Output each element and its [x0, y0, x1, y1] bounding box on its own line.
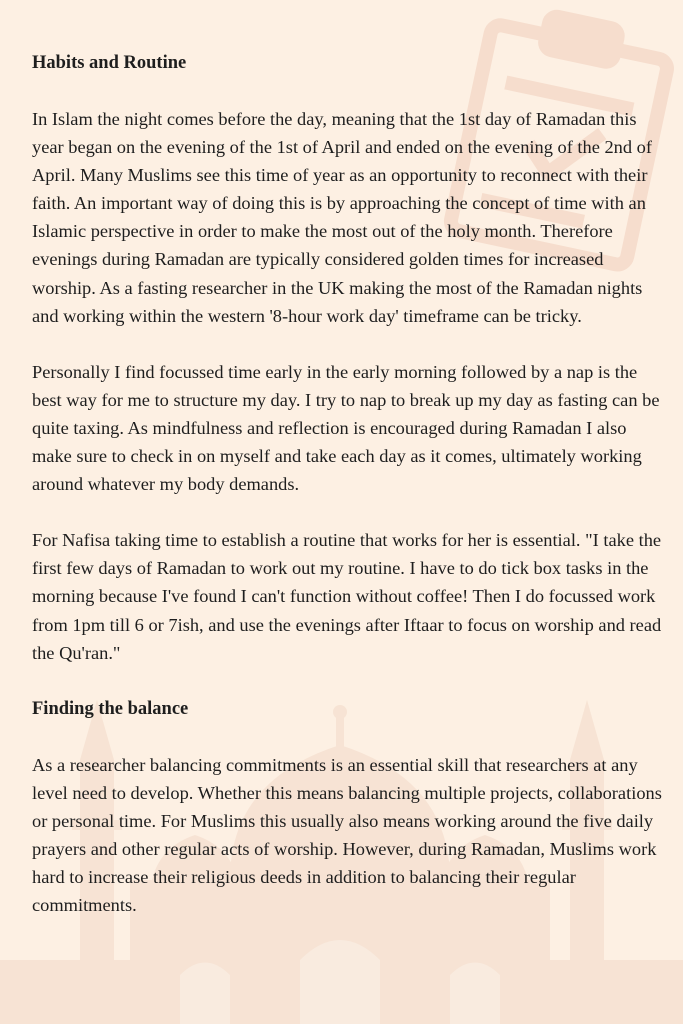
paragraph-nafisa-routine: For Nafisa taking time to establish a routine that works for her is essential. "I take the first few days of Ramadan to work out my routine. I have to do tick box tasks in the morning because I've found I can't function without coffee! Then I do focussed work from 1pm till 6 or 7ish, and use the evenings after Iftaar to focus on worship and read the Qu'ran." — [32, 530, 662, 663]
paragraph-night-before-day: In Islam the night comes before the day, meaning that the 1st day of Ramadan this year began on the evening of the 1st of April and ended on the evening of the 2nd of April. Many Muslims see this time of year as an opportunity to reconnect with their faith. An important way of doing this is by approaching the concept of time with an Islamic perspective in order to make the most out of the holy month. Therefore evenings during Ramadan are typically considered golden times for increased worship. As a fasting researcher in the UK making the most of the Ramadan nights and working within the western '8-hour work day' timeframe can be tricky. — [32, 109, 652, 326]
article-body — [32, 49, 662, 919]
paragraph-focussed-time: Personally I find focussed time early in the early morning followed by a nap is the best way for me to structure my day. I try to nap to break up my day as fasting can be quite taxing. As mindfulness and reflection is encouraged during Ramadan I also make sure to check in on myself and take each day as it comes, ultimately working around whatever my body demands. — [32, 361, 660, 495]
section-heading-balance: Finding the balance — [32, 698, 189, 719]
section-heading-habits: Habits and Routine — [32, 53, 187, 73]
paragraph-balancing-commitments: As a researcher balancing commitments is an essential skill that researchers at any level need to develop. Whether this means balancing multiple projects, collaborations or personal time. For Muslims this usually also means working around the five daily prayers and other regular acts of worship. However, during Ramadan, Muslims work hard to increase their religious deeds in addition to balancing their regular commitments. — [32, 754, 662, 916]
